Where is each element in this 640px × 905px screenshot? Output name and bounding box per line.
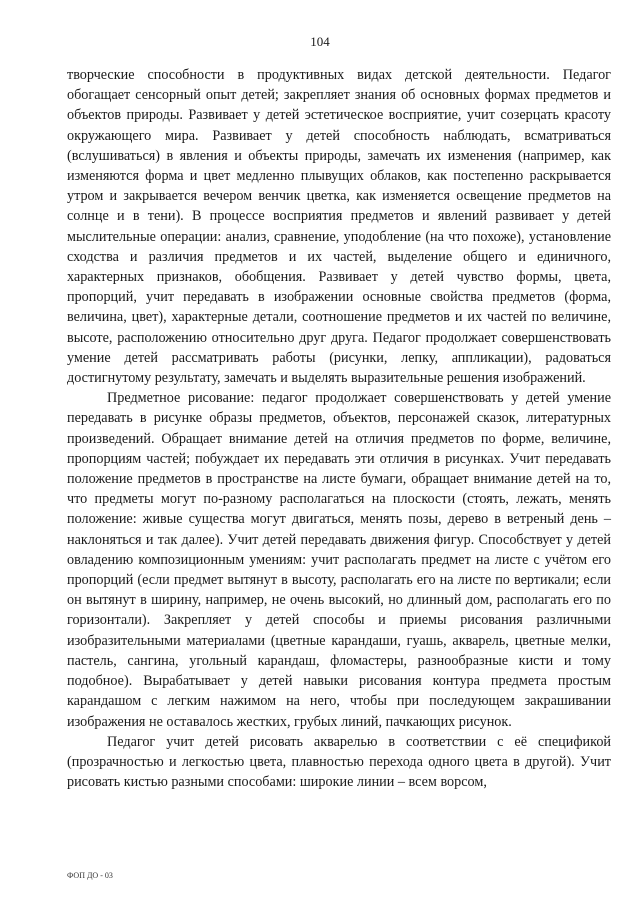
paragraph: Педагог учит детей рисовать акварелью в соответствии с её спецификой (прозрачностью и легкостью цвета, плавностью перехода одного цвета в другой). Учит рисовать кистью разными способами: широкие линии – всем ворсом, (67, 733, 611, 791)
paragraph: творческие способности в продуктивных видах детской деятельности. Педагог обогащает сенсорный опыт детей; закрепляет знания об основных формах предметов и объектов природы. Развивает у детей эстетическое восприятие, учит созерцать красоту окружающего мира. Развивает у детей способность наблюдать, всматриваться (вслушиваться) в явления и объекты природы, замечать их изменения (например, как изменяются форма и цвет медленно плывущих облаков, как постепенно раскрывается утром и закрывается вечером венчик цветка, как изменяется освещение предметов на солнце и в тени). В процессе восприятия предметов и явлений развивает у детей мыслительные операции: анализ, сравнение, уподобление (на что похоже), установление сходства и различия предметов и их частей, выделение общего и единичного, характерных признаков, обобщения. Развивает у детей чувство формы, цвета, пропорций, учит передавать в изображении основные свойства предметов (форма, величина, цвет), характерные детали, соотношение предметов и их частей по величине, высоте, расположению относительно друг друга. Педагог продолжает совершенствовать умение детей рассматривать работы (рисунки, лепку, аппликации), радоваться достигнутому результату, замечать и выделять выразительные решения изображений. (67, 67, 611, 387)
page-number: 104 (310, 34, 330, 49)
paragraph: Предметное рисование: педагог продолжает совершенствовать у детей умение передавать в рисунке образы предметов, объектов, персонажей сказок, литературных произведений. Обращает внимание детей на отличия предметов по форме, величине, пропорциям частей; побуждает их передавать эти отличия в рисунках. Учит передавать положение предметов в пространстве на листе бумаги, обращает внимание детей на то, что предметы могут по-разному располагаться на плоскости (стоять, лежать, менять положение: живые существа могут двигаться, менять позы, дерево в ветреный день – наклоняться и так далее). Учит детей передавать движения фигур. Способствует у детей овладению композиционным умениям: учит располагать предмет на листе с учётом его пропорций (если предмет вытянут в высоту, располагать его на листе по вертикали; если он вытянут в ширину, например, не очень высокий, но длинный дом, располагать его по горизонтали). Закрепляет у детей способы и приемы рисования различными изобразительными материалами (цветные карандаши, гуашь, акварель, цветные мелки, пастель, сангина, угольный карандаш, фломастеры, разнообразные кисти и тому подобное). Вырабатывает у детей навыки рисования контура предмета простым карандашом с легким нажимом на него, чтобы при последующем закрашивании изображения не оставалось жестких, грубых линий, пачкающих рисунок. (67, 390, 611, 730)
page-footer: ФОП ДО - 03 (67, 871, 113, 880)
document-body (67, 65, 611, 792)
